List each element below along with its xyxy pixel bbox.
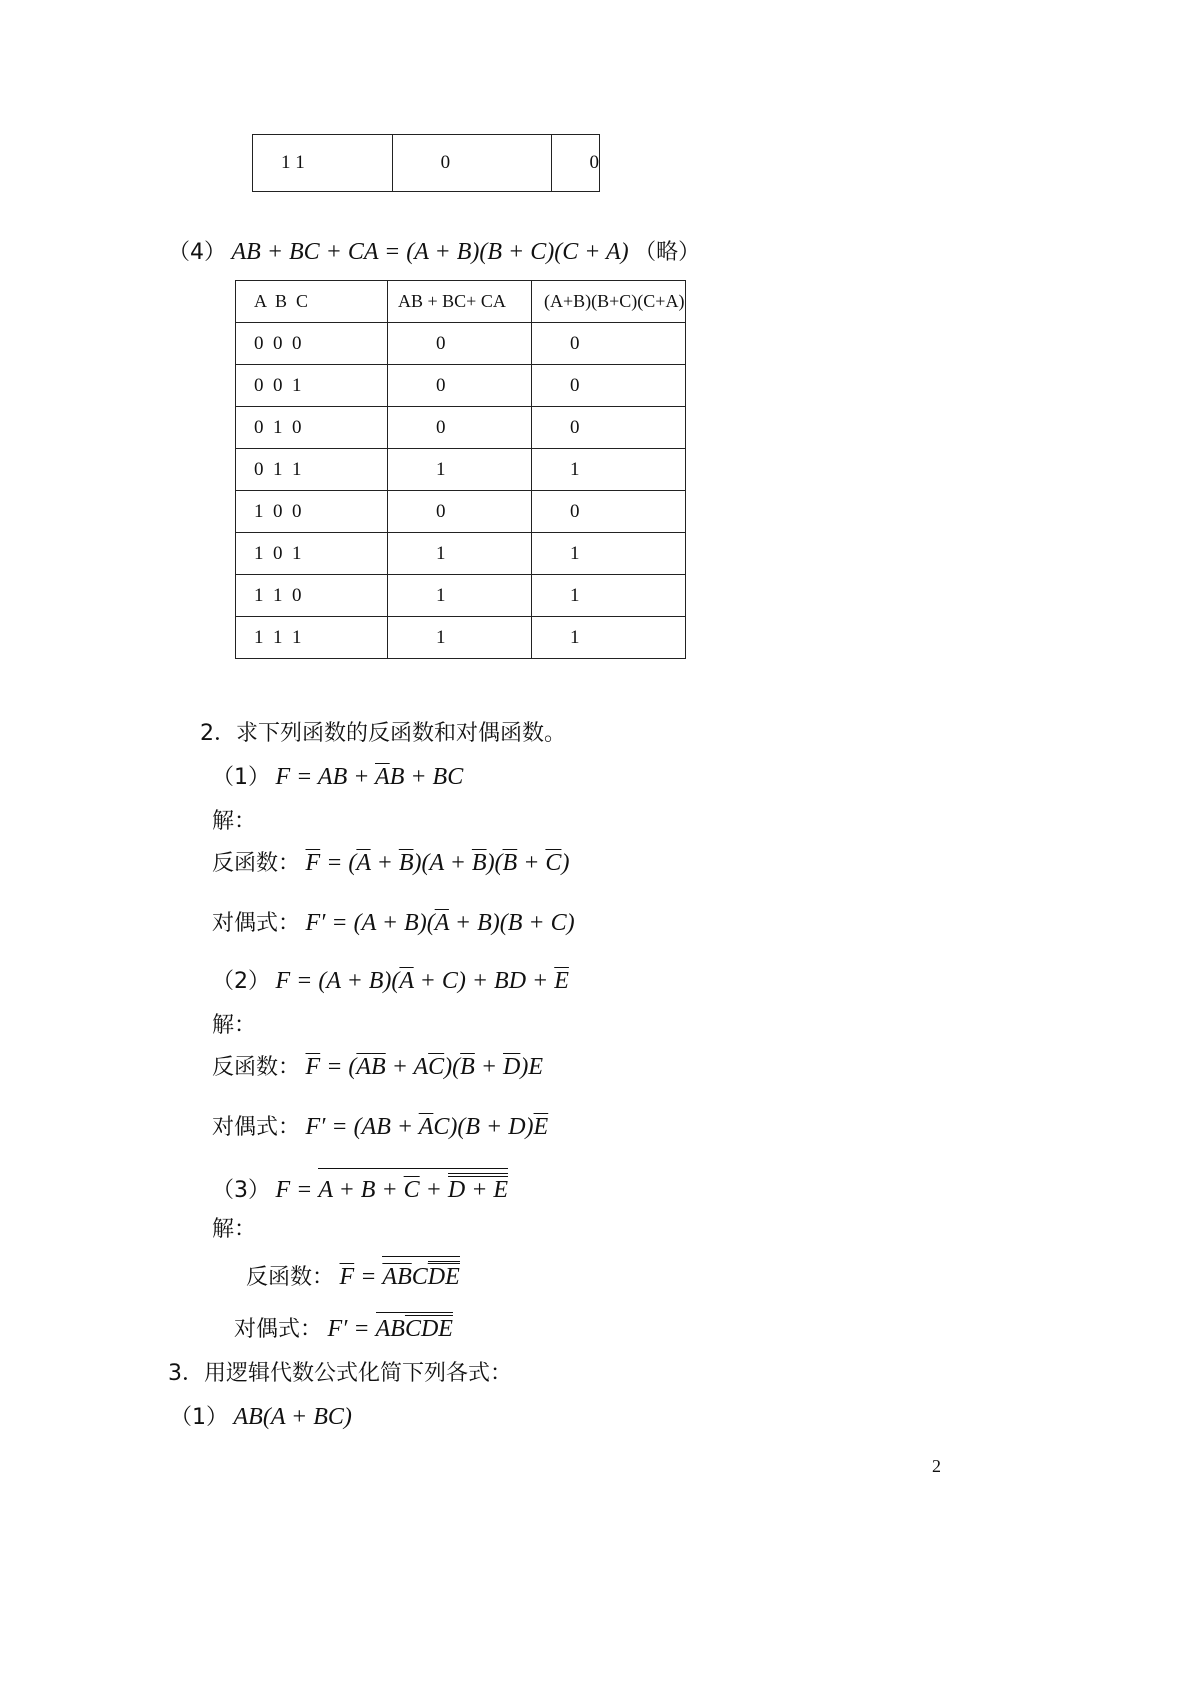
table-cell: 1 0 0	[236, 491, 388, 533]
dual-label: 对偶式：	[212, 911, 301, 936]
table-header-cell: AB + BC+ CA	[388, 281, 532, 323]
solution-label: 解：	[212, 1217, 257, 1242]
q2-p1-dual	[212, 906, 575, 937]
equation: F = AB + $\overline{A}B$ + BC	[275, 764, 464, 790]
table-cell: 1 1 1	[236, 617, 388, 659]
equation: $F' = AB\overline{C}\overline{DE}$	[328, 1316, 453, 1342]
table-cell: 0	[388, 407, 532, 449]
table-cell: 0	[532, 491, 686, 533]
table-row	[236, 407, 686, 449]
equation: $\overline{F} = (\overline{A} + \overline{B})(A + \overline{B})(\overline{B} + \overline{C})$	[305, 850, 570, 876]
table-cell: 1 0 1	[236, 533, 388, 575]
q2-p2-dual	[212, 1110, 548, 1141]
inverse-label: 反函数：	[212, 1055, 301, 1080]
item-label: （4）	[168, 240, 226, 265]
table-cell: 1	[388, 449, 532, 491]
q2-p1-inverse	[212, 846, 569, 877]
dual-label: 对偶式：	[234, 1317, 323, 1342]
table-cell: 1	[532, 449, 686, 491]
question-3-heading: 3．用逻辑代数公式化简下列各式：	[168, 1361, 512, 1386]
table-cell: 0	[532, 407, 686, 449]
table-row	[236, 533, 686, 575]
problem-label: （3）	[212, 1178, 270, 1203]
table-row	[236, 617, 686, 659]
equation: $F = (A + B)(\overline{A} + C)$ + BD + $\overline{E}$	[275, 968, 569, 994]
q2-p2-problem	[212, 964, 569, 995]
q2-p3-problem	[212, 1168, 508, 1204]
table-cell: 0 1 0	[236, 407, 388, 449]
dual-label: 对偶式：	[212, 1115, 301, 1140]
table-cell: 0	[392, 135, 551, 192]
q3-p1-problem	[170, 1400, 352, 1431]
solution-label: 解：	[212, 809, 257, 834]
question-2-heading: 2．求下列函数的反函数和对偶函数。	[200, 721, 566, 746]
item-suffix: （略）	[634, 240, 701, 265]
equation: $F' = (AB + \overline{A}C)(B + D)\overline{E}$	[305, 1114, 549, 1140]
page-number: 2	[932, 1456, 941, 1476]
inverse-label: 反函数：	[246, 1265, 335, 1290]
table-header-row	[236, 281, 686, 323]
table-cell: 0 0 0	[236, 323, 388, 365]
problem-label: （1）	[170, 1405, 228, 1430]
equation: AB(A + BC)	[233, 1404, 352, 1430]
table-cell: 0 0 1	[236, 365, 388, 407]
equation: $\overline{F} = (\overline{A}\overline{B} + A\overline{C})(\overline{B} + \overline{D})E$	[305, 1054, 544, 1080]
table-cell: 0	[388, 365, 532, 407]
truth-table	[235, 280, 686, 659]
table-row	[236, 323, 686, 365]
inverse-label: 反函数：	[212, 851, 301, 876]
item-4-line	[168, 235, 700, 266]
problem-label: （1）	[212, 765, 270, 790]
table-cell: 1	[532, 617, 686, 659]
table-cell: 1	[388, 617, 532, 659]
equation: AB + BC + CA = (A + B)(B + C)(C + A)	[231, 239, 629, 265]
table-cell: 1	[388, 575, 532, 617]
table-header-cell: (A+B)(B+C)(C+A)	[532, 281, 686, 323]
solution-label: 解：	[212, 1013, 257, 1038]
table-cell: 1 1	[253, 135, 393, 192]
table-row	[236, 491, 686, 533]
table-cell: 1 1 0	[236, 575, 388, 617]
q2-p2-inverse	[212, 1050, 543, 1081]
table-cell: 1	[532, 533, 686, 575]
q2-p3-dual	[234, 1312, 453, 1343]
table-cell: 0	[388, 323, 532, 365]
table-cell: 0 1 1	[236, 449, 388, 491]
table-row	[236, 575, 686, 617]
top-truth-table-fragment	[252, 134, 600, 192]
table-cell: 0	[532, 365, 686, 407]
equation: $F' = (A + B)(\overline{A} + B)(B + C)$	[305, 910, 575, 936]
table-row	[236, 449, 686, 491]
table-cell: 1	[388, 533, 532, 575]
problem-label: （2）	[212, 969, 270, 994]
table-cell: 1	[532, 575, 686, 617]
q2-p1-problem	[212, 760, 463, 791]
equation: $\overline{F} = \overline{A}\overline{B}C\overline{DE}$	[340, 1264, 460, 1290]
table-header-cell: A B C	[236, 281, 388, 323]
q2-p3-inverse	[246, 1256, 460, 1291]
table-cell: 0	[532, 323, 686, 365]
equation: $F = A + B + \overline{C} + D + E$	[276, 1177, 509, 1203]
table-cell: 0	[388, 491, 532, 533]
table-cell: 0	[551, 135, 600, 192]
table-row	[236, 365, 686, 407]
